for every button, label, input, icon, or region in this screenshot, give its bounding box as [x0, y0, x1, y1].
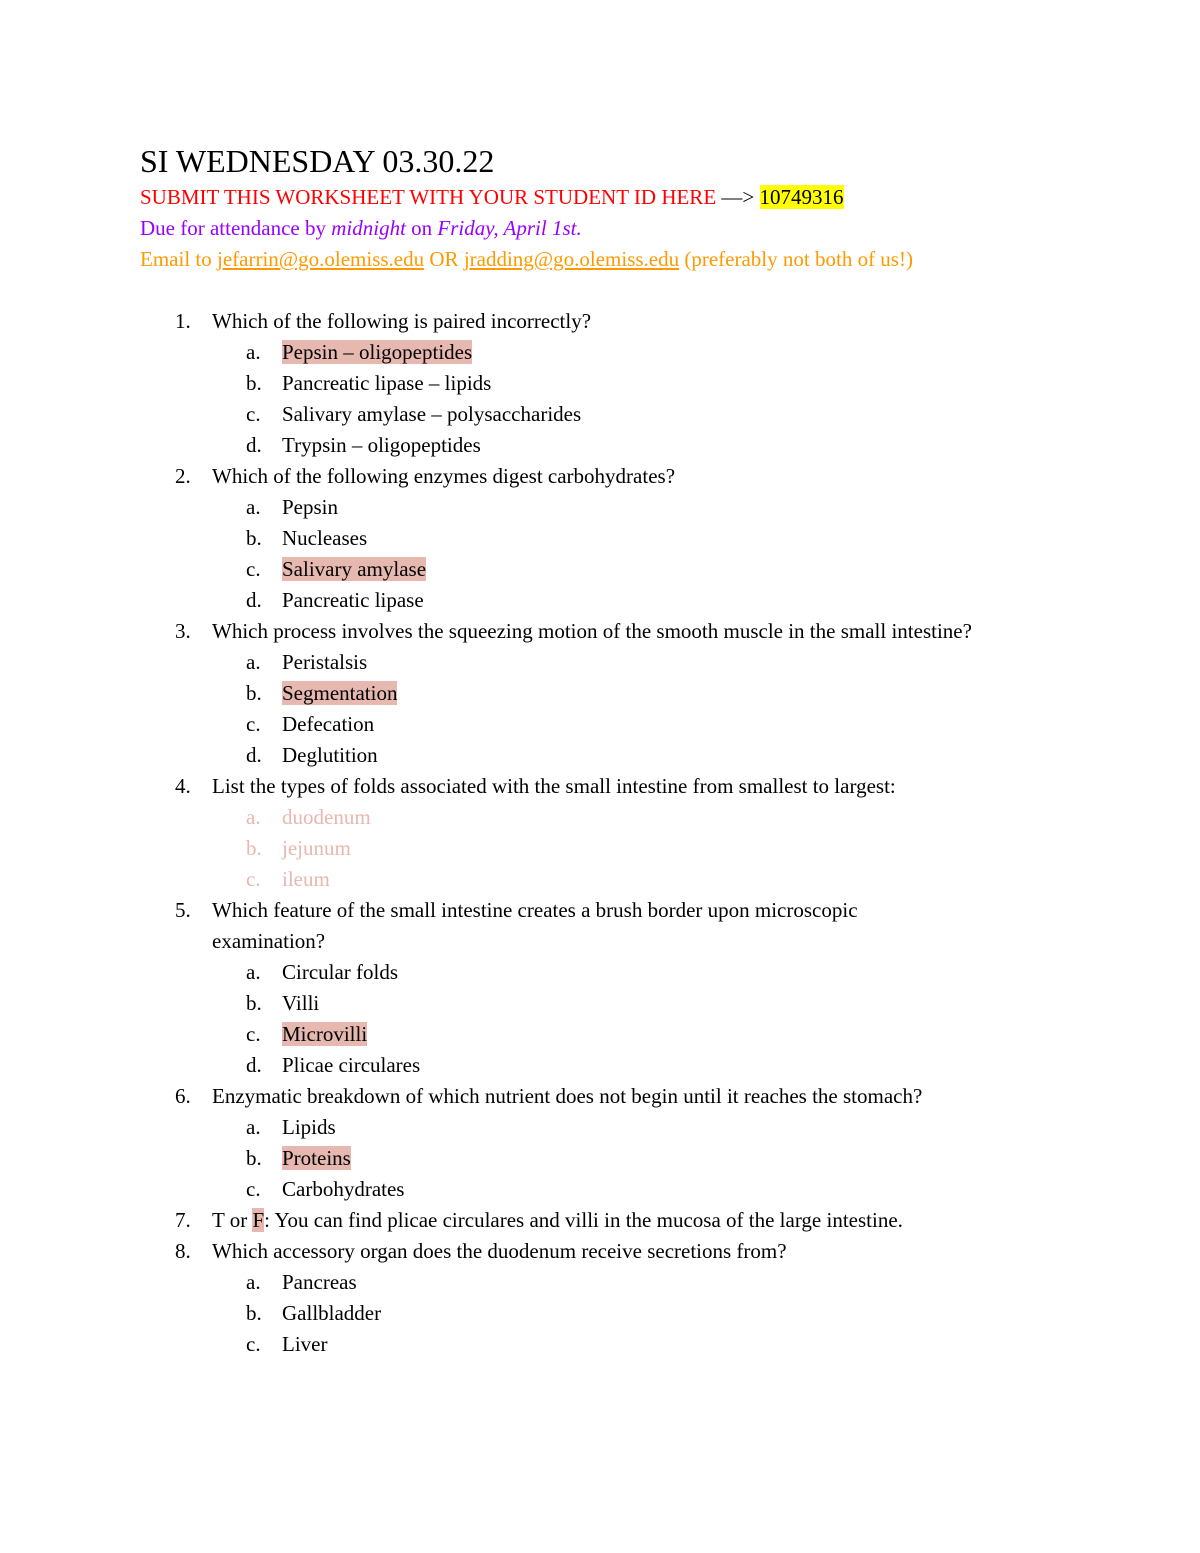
question-text-tf: [212, 1205, 972, 1236]
option-list: [212, 957, 1040, 1081]
option-letter: d.: [246, 588, 262, 612]
option-text: Pepsin: [282, 495, 339, 519]
option-text: Plicae circulares: [282, 1053, 421, 1077]
option-list: [212, 802, 1040, 895]
option-letter: b.: [246, 681, 262, 705]
option-5b: [212, 988, 1040, 1019]
option-letter: d.: [246, 743, 262, 767]
option-list: [212, 1112, 1040, 1205]
question-text: List the types of folds associated with the small intestine from smallest to largest:: [212, 774, 896, 798]
option-text: Lipids: [282, 1115, 336, 1139]
option-list: [212, 1267, 1040, 1360]
option-2d: [212, 585, 1040, 616]
question-7: [140, 1205, 1040, 1236]
option-text: duodenum: [282, 805, 371, 829]
option-3a: [212, 647, 1040, 678]
email-suffix: (preferably not both of us!): [679, 247, 913, 271]
option-2a: [212, 492, 1040, 523]
question-6: [140, 1081, 1040, 1205]
question-number: 8.: [175, 1239, 191, 1263]
question-number: 2.: [175, 464, 191, 488]
option-list: [212, 492, 1040, 616]
question-number: 1.: [175, 309, 191, 333]
option-text-highlighted: Segmentation: [282, 681, 398, 705]
email-prefix: Email to: [140, 247, 217, 271]
page-title: SI WEDNESDAY 03.30.22: [140, 143, 495, 179]
option-text: Liver: [282, 1332, 328, 1356]
submit-text: SUBMIT THIS WORKSHEET WITH YOUR STUDENT ID HERE: [140, 185, 722, 209]
question-list: [140, 306, 1040, 1360]
option-letter: a.: [246, 340, 261, 364]
option-text: Pancreatic lipase – lipids: [282, 371, 492, 395]
question-2: [140, 461, 1040, 616]
option-1d: [212, 430, 1040, 461]
option-3b: [212, 678, 1040, 709]
option-text-highlighted: Proteins: [282, 1146, 351, 1170]
option-text: Deglutition: [282, 743, 378, 767]
question-text: Enzymatic breakdown of which nutrient does not begin until it reaches the stomach?: [212, 1084, 923, 1108]
tf-or: or: [224, 1208, 253, 1232]
option-letter: c.: [246, 712, 261, 736]
option-5c: [212, 1019, 1040, 1050]
due-on: on: [405, 216, 438, 240]
option-text: Villi: [282, 991, 320, 1015]
option-8b: [212, 1298, 1040, 1329]
option-text-highlighted: Pepsin – oligopeptides: [282, 340, 473, 364]
student-id: 10749316: [759, 185, 844, 209]
option-2b: [212, 523, 1040, 554]
option-letter: c.: [246, 1332, 261, 1356]
option-5d: [212, 1050, 1040, 1081]
option-6b: [212, 1143, 1040, 1174]
option-letter: b.: [246, 991, 262, 1015]
question-text: Which of the following is paired incorrectly?: [212, 309, 592, 333]
email-or: OR: [424, 247, 464, 271]
option-letter: b.: [246, 526, 262, 550]
option-text: ileum: [282, 867, 330, 891]
option-3c: [212, 709, 1040, 740]
option-letter: a.: [246, 1115, 261, 1139]
option-text: Salivary amylase – polysaccharides: [282, 402, 582, 426]
option-letter: a.: [246, 495, 261, 519]
option-letter: c.: [246, 1177, 261, 1201]
option-2c: [212, 554, 1040, 585]
option-text: Gallbladder: [282, 1301, 382, 1325]
due-date: Friday, April 1st.: [437, 216, 582, 240]
option-text: Trypsin – oligopeptides: [282, 433, 481, 457]
option-text: Circular folds: [282, 960, 399, 984]
option-1a: [212, 337, 1040, 368]
option-letter: c.: [246, 867, 261, 891]
option-3d: [212, 740, 1040, 771]
option-letter: a.: [246, 1270, 261, 1294]
option-letter: b.: [246, 371, 262, 395]
option-letter: b.: [246, 1146, 262, 1170]
tf-statement: : You can find plicae circulares and villi in the mucosa of the large intestine.: [264, 1208, 903, 1232]
option-text-highlighted: Salivary amylase: [282, 557, 427, 581]
question-text: Which accessory organ does the duodenum receive secretions from?: [212, 1239, 787, 1263]
option-4c: [212, 864, 1040, 895]
email-link-1[interactable]: jefarrin@go.olemiss.edu: [217, 247, 425, 271]
option-8c: [212, 1329, 1040, 1360]
question-4: [140, 771, 1040, 895]
option-4b: [212, 833, 1040, 864]
submit-instruction: [140, 182, 1040, 213]
option-letter: c.: [246, 402, 261, 426]
option-6c: [212, 1174, 1040, 1205]
question-3: [140, 616, 1040, 771]
option-letter: b.: [246, 836, 262, 860]
option-letter: a.: [246, 960, 261, 984]
option-letter: d.: [246, 1053, 262, 1077]
option-list: [212, 647, 1040, 771]
question-8: [140, 1236, 1040, 1360]
due-midnight: midnight: [331, 216, 406, 240]
option-letter: c.: [246, 1022, 261, 1046]
false-option-highlighted: F: [252, 1208, 265, 1232]
option-5a: [212, 957, 1040, 988]
option-text: Peristalsis: [282, 650, 368, 674]
due-line: [140, 213, 1040, 244]
email-link-2[interactable]: jradding@go.olemiss.edu: [463, 247, 680, 271]
option-letter: b.: [246, 1301, 262, 1325]
option-letter: d.: [246, 433, 262, 457]
question-1: [140, 306, 1040, 461]
option-text: Nucleases: [282, 526, 368, 550]
option-text: Pancreatic lipase: [282, 588, 424, 612]
option-letter: a.: [246, 650, 261, 674]
option-6a: [212, 1112, 1040, 1143]
question-number: 5.: [175, 898, 191, 922]
question-text: Which of the following enzymes digest carbohydrates?: [212, 464, 676, 488]
worksheet-content: [140, 140, 1040, 1360]
option-1b: [212, 368, 1040, 399]
option-8a: [212, 1267, 1040, 1298]
option-list: [212, 337, 1040, 461]
email-line: [140, 244, 1040, 275]
option-text: Defecation: [282, 712, 375, 736]
question-text: Which feature of the small intestine creates a brush border upon microscopic examination?: [212, 898, 858, 953]
option-text-highlighted: Microvilli: [282, 1022, 368, 1046]
spacer: [140, 275, 1040, 306]
option-text: Carbohydrates: [282, 1177, 405, 1201]
question-number: 7.: [175, 1208, 191, 1232]
question-text: Which process involves the squeezing motion of the smooth muscle in the small intestine?: [212, 619, 972, 643]
question-number: 6.: [175, 1084, 191, 1108]
arrow-text: —>: [721, 185, 755, 209]
option-text: jejunum: [282, 836, 351, 860]
question-number: 4.: [175, 774, 191, 798]
option-text: Pancreas: [282, 1270, 357, 1294]
due-prefix: Due for attendance by: [140, 216, 332, 240]
option-letter: a.: [246, 805, 261, 829]
true-option: T: [212, 1208, 225, 1232]
option-letter: c.: [246, 557, 261, 581]
question-5: [140, 895, 1040, 1081]
option-1c: [212, 399, 1040, 430]
question-number: 3.: [175, 619, 191, 643]
option-4a: [212, 802, 1040, 833]
